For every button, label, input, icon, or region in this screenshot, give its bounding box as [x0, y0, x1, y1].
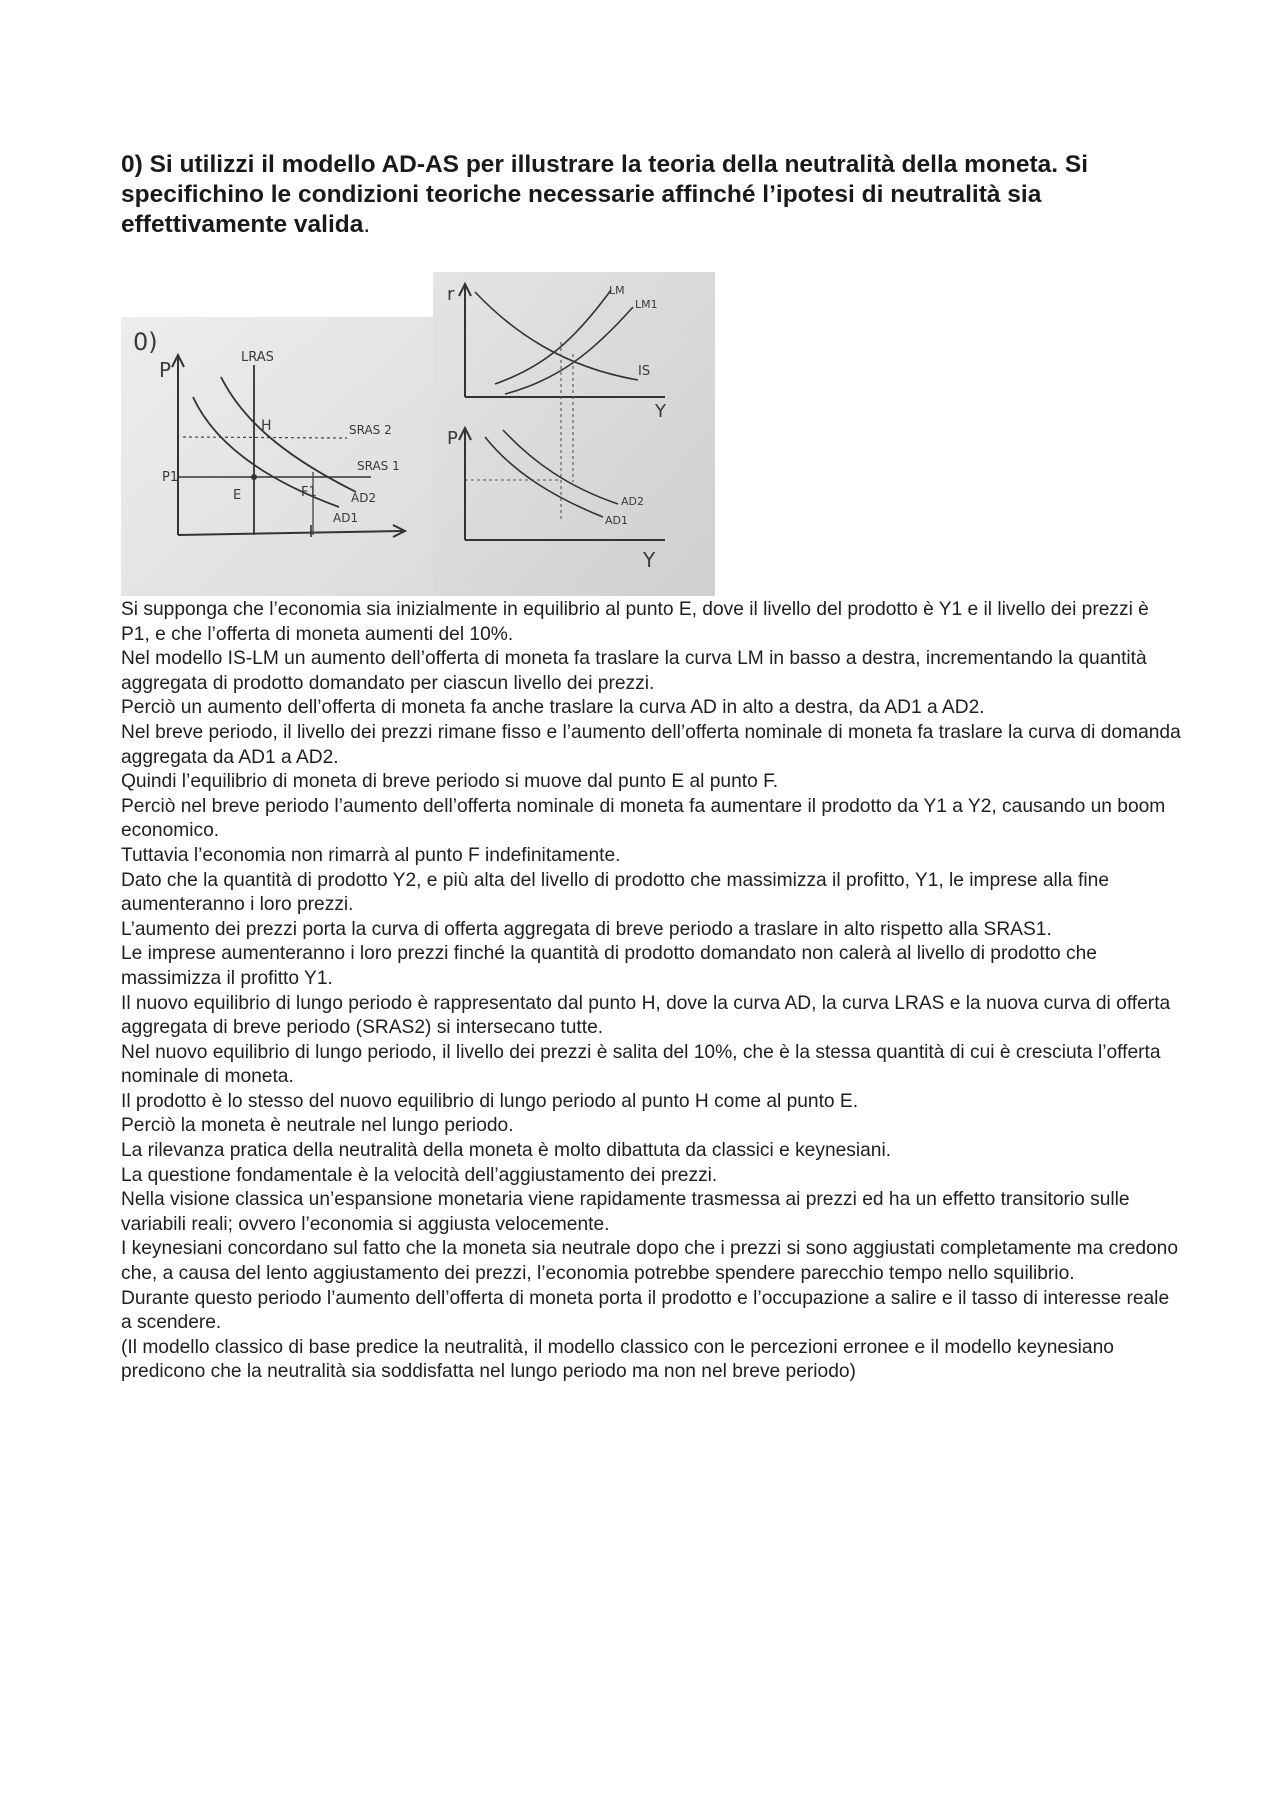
paragraph: Quindi l’equilibrio di moneta di breve periodo si muove dal punto E al punto F.	[121, 771, 779, 793]
sras1-label: SRAS 1	[357, 459, 400, 473]
point-e-label: E	[233, 488, 242, 503]
ad2-right-label: AD2	[621, 495, 644, 508]
paragraph: Perciò nel breve periodo l’aumento dell’offerta nominale di moneta fa aumentare il prodotto da Y1 a Y2, causando un boom economico.	[121, 795, 1166, 842]
paragraph: Perciò un aumento dell’offerta di moneta fa anche traslare la curva AD in alto a destra, da AD1 a AD2.	[121, 697, 985, 719]
paragraph: L’aumento dei prezzi porta la curva di offerta aggregata di breve periodo a traslare in alto rispetto alla SRAS1.	[121, 918, 1052, 940]
paragraph: I keynesiani concordano sul fatto che la moneta sia neutrale dopo che i prezzi si sono aggiustati completamente ma credono che, a causa del lento aggiustamento dei prezzi, l’economia potrebbe spendere parecchio tempo nello squilibrio.	[121, 1238, 1178, 1285]
paragraph: Perciò la moneta è neutrale nel lungo periodo.	[121, 1115, 514, 1137]
ad1-label: AD1	[333, 511, 359, 525]
paragraph: Il prodotto è lo stesso del nuovo equilibrio di lungo periodo al punto H come al punto E.	[121, 1090, 859, 1112]
question-heading	[121, 150, 1171, 240]
price-axis-label: P	[159, 358, 172, 382]
ad1-right-label: AD1	[605, 514, 628, 527]
paragraph: Nel modello IS-LM un aumento dell’offerta di moneta fa traslare la curva LM in basso a destra, incrementando la quantità aggregata di prodotto domandato per ciascun livello dei prezzi.	[121, 648, 1147, 694]
question-text: 0) Si utilizzi il modello AD-AS per illustrare la teoria della neutralità della moneta. Si specifichino le condizioni teoriche necessarie affinché l’ipotesi di neutralità sia effettivamente valida	[121, 151, 1089, 238]
paragraph: La questione fondamentale è la velocità dell’aggiustamento dei prezzi.	[121, 1164, 718, 1186]
lras-label: LRAS	[241, 350, 274, 365]
y-axis-top-label: Y	[655, 401, 666, 422]
p-axis-label: P	[447, 428, 458, 449]
paragraph: Nella visione classica un’espansione monetaria viene rapidamente trasmessa ai prezzi ed ha un effetto transitorio sulle variabili reali; ovvero l’economia si aggiusta velocemente.	[121, 1189, 1130, 1235]
point-e-dot	[251, 474, 257, 480]
ad2-label: AD2	[351, 491, 377, 505]
is-label: IS	[638, 364, 651, 379]
point-f-label: F1	[301, 485, 317, 500]
paragraph: Si supponga che l’economia sia inizialmente in equilibrio al punto E, dove il livello del prodotto è Y1 e il livello dei prezzi è P1, e che l’offerta di moneta aumenti del 10%.	[121, 599, 1149, 645]
is-lm-ad-sketch-photo	[433, 272, 715, 596]
paragraph: Nel nuovo equilibrio di lungo periodo, il livello dei prezzi è salita del 10%, che è la stessa quantità di cui è cresciuta l’offerta nominale di moneta.	[121, 1041, 1161, 1088]
ad-as-sketch-photo	[121, 317, 434, 596]
paragraph: La rilevanza pratica della neutralità della moneta è molto dibattuta da classici e keynesiani.	[121, 1140, 892, 1162]
paragraph: Tuttavia l’economia non rimarrà al punto F indefinitamente.	[121, 844, 621, 866]
answer-body	[121, 598, 1181, 1385]
lm1-label: LM1	[635, 298, 658, 311]
p1-label: P1	[162, 470, 179, 485]
paragraph: Il nuovo equilibrio di lungo periodo è rappresentato dal punto H, dove la curva AD, la curva LRAS e la nuova curva di offerta aggregata di breve periodo (SRAS2) si intersecano tutte.	[121, 992, 1171, 1039]
paragraph: Dato che la quantità di prodotto Y2, e più alta del livello di prodotto che massimizza il profitto, Y1, le imprese alla fine aumenteranno i loro prezzi.	[121, 869, 1109, 916]
paragraph: Le imprese aumenteranno i loro prezzi finché la quantità di prodotto domandato non calerà al livello di prodotto che massimizza il profitto Y1.	[121, 943, 1097, 989]
point-h-label: H	[261, 418, 272, 434]
y-axis-bottom-label: Y	[643, 548, 656, 572]
lm-label: LM	[609, 284, 625, 297]
r-axis-label: r	[447, 284, 455, 305]
question-end-mark: .	[363, 211, 371, 238]
paragraph: Durante questo periodo l’aumento dell’offerta di moneta porta il prodotto e l’occupazione a salire e il tasso di interesse reale a scendere.	[121, 1287, 1170, 1334]
figure-number-label: 0)	[133, 328, 158, 356]
paragraph: Nel breve periodo, il livello dei prezzi rimane fisso e l’aumento dell’offerta nominale di moneta fa traslare la curva di domanda aggregata da AD1 a AD2.	[121, 721, 1181, 768]
paragraph: (Il modello classico di base predice la neutralità, il modello classico con le percezioni erronee e il modello keynesiano predicono che la neutralità sia soddisfatta nel lungo periodo ma non nel breve periodo)	[121, 1336, 1114, 1383]
sras2-label: SRAS 2	[349, 423, 392, 437]
